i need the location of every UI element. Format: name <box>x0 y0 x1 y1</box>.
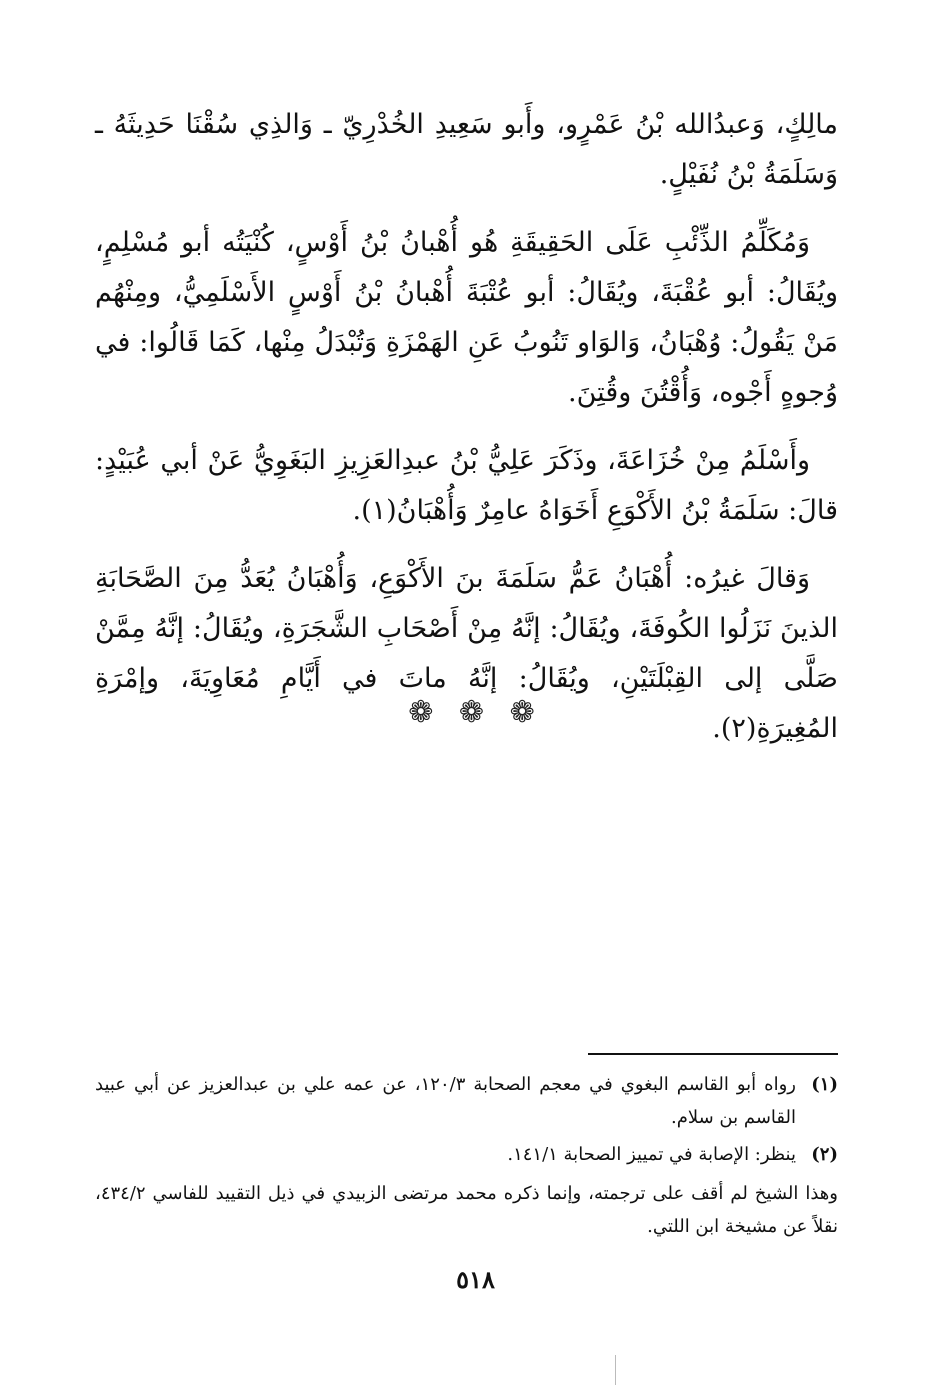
footnote-separator <box>588 1053 838 1055</box>
paragraph-2: وَمُكَلِّمُ الذِّئْبِ عَلَى الحَقِيقَةِ هُو أُهْبانُ بْنُ أَوْسٍ، كُنْيَتُه أبو مُسْلِمٍ، ويُقَالُ: أبو عُقْبَةَ، ويُقَالُ: أبو عُتْبَةَ أُهْبانُ بْنُ أَوْسٍ الأَسْلَمِيُّ، ومِنْهُم مَنْ يَقُولُ: وُهْبَانُ، وَالوَاو تَنُوبُ عَنِ الهَمْزَةِ وَتُبْدَلُ مِنْها، كَمَا قَالُوا: في وُجوهٍ أَجْوه، وَأُقْتُنَ وقُتِنَ. <box>95 227 838 408</box>
paragraph-3: وأَسْلَمُ مِنْ خُزَاعَةَ، وذَكَرَ عَلِيُّ بْنُ عبدِالعَزِيزِ البَغَوِيُّ عَنْ أبي عُبَيْدٍ: قالَ: سَلَمَةُ بْنُ الأَكْوَعِ أَخَوَاهُ عامِرٌ وَأُهْبَانُ(١). <box>95 445 838 526</box>
footnote-number: (٢) <box>811 1144 838 1165</box>
footnote-1 <box>95 1068 838 1134</box>
section-ornament: ❁ ❁ ❁ <box>408 695 543 730</box>
main-text <box>95 100 838 772</box>
binding-line <box>615 1355 616 1385</box>
footnote-text: رواه أبو القاسم البغوي في معجم الصحابة ١٢٠/٣، عن عمه علي بن عبدالعزيز عن أبي عبيد القاسم بن سلام. <box>95 1074 796 1128</box>
footnotes <box>95 1068 838 1243</box>
footnote-text: ينظر: الإصابة في تمييز الصحابة ١٤١/١. <box>507 1144 796 1165</box>
page-number: ٥١٨ <box>456 1265 495 1294</box>
paragraph-1: مالِكٍ، وَعبدُالله بْنُ عَمْرٍو، وأَبو سَعِيدِ الخُدْرِيّ ـ وَالذِي سُقْنَا حَدِيثَهُ ـ وَسَلَمَةُ بْنُ نُفَيْلٍ. <box>95 109 838 190</box>
footnote-number: (١) <box>811 1074 838 1095</box>
paragraph-4: وَقالَ غيرُه: أُهْبَانُ عَمُّ سَلَمَةَ بنَ الأَكْوَعِ، وَأُهْبَانُ يُعَدُّ مِنَ الصَّحَابَةِ الذينَ نَزَلُوا الكُوفَةَ، ويُقَالُ: إنَّهُ مِنْ أَصْحَابِ الشَّجَرَةِ، ويُقَالُ: إنَّهُ مِمَّنْ صَلَّى إلى القِبْلَتَيْنِ، ويُقَالُ: إنَّهُ ماتَ في أَيَّامِ مُعَاوِيَةَ، وإمْرَةِ المُغِيرَةِ(٢). <box>95 563 838 744</box>
footnote-2 <box>95 1138 838 1171</box>
footnote-2-continuation: وهذا الشيخ لم أقف على ترجمته، وإنما ذكره محمد مرتضى الزبيدي في ذيل التقييد للفاسي ٤٣٤/٢، نقلاً عن مشيخة ابن اللتي. <box>95 1183 838 1237</box>
